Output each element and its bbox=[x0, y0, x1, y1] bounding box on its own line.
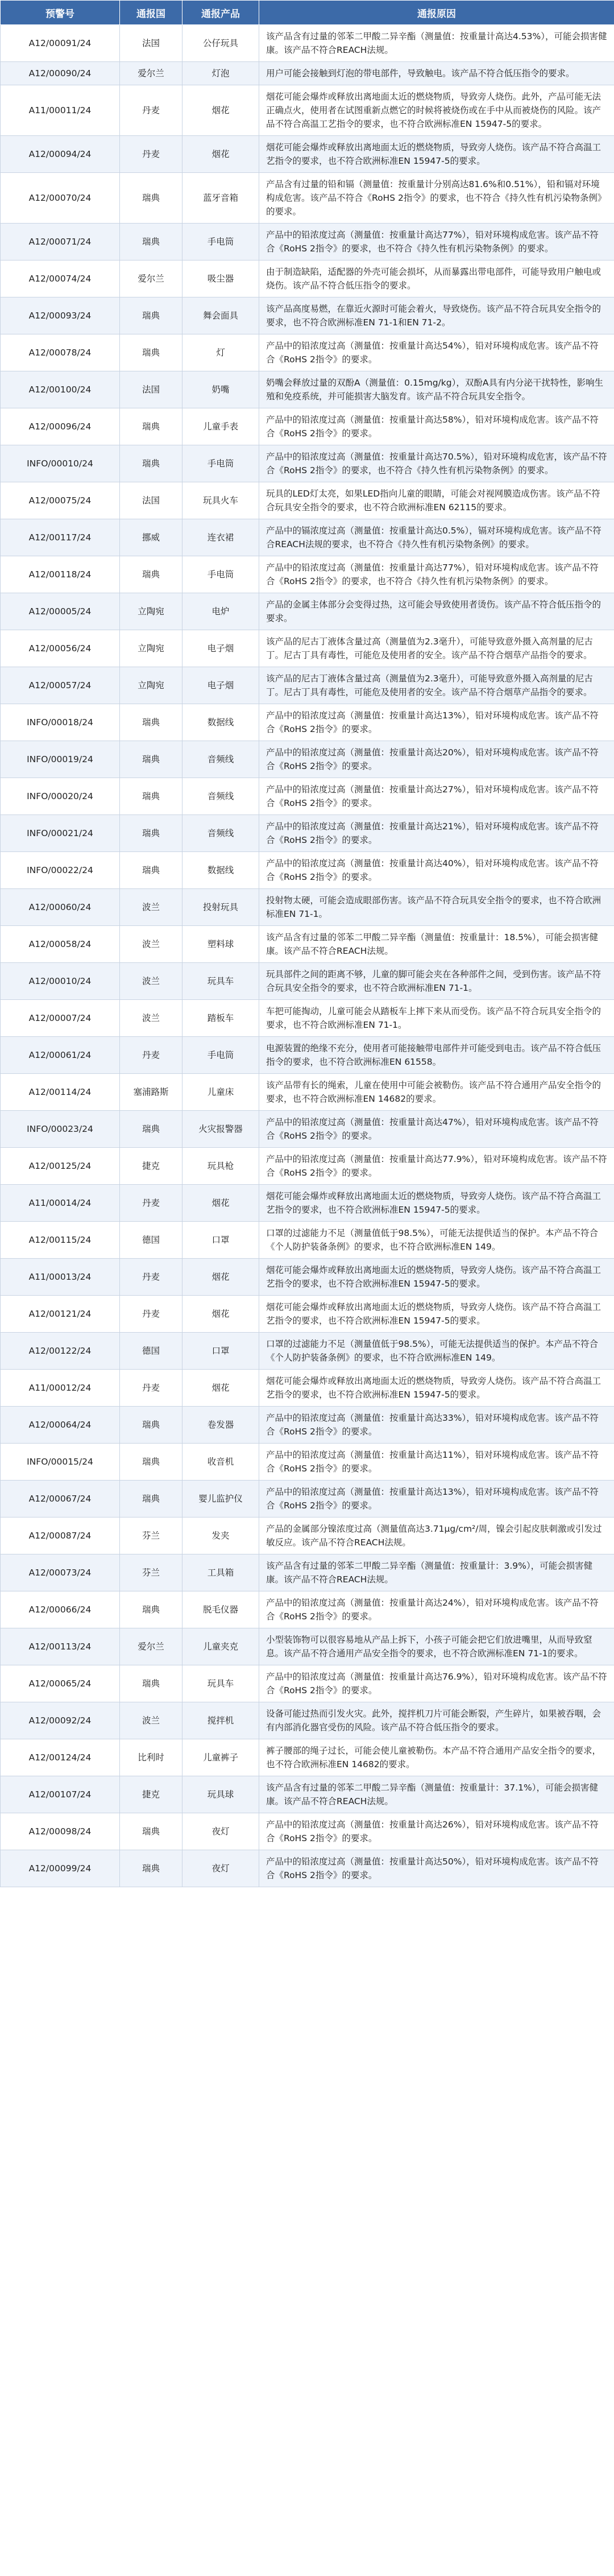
cell-reason: 产品中的铅浓度过高（测量值：按重量计高达77%），铅对环境构成危害。该产品不符合《RoHS 2指令》的要求，也不符合《持久性有机污染物条例》的要求。 bbox=[259, 224, 614, 261]
table-row bbox=[1, 1591, 614, 1628]
cell-alert-number: A12/00093/24 bbox=[1, 297, 120, 334]
cell-reason: 产品中的镉浓度过高（测量值：按重量计高达0.5%），镉对环境构成危害。该产品不符合REACH法规的要求，也不符合《持久性有机污染物条例》的要求。 bbox=[259, 519, 614, 556]
cell-country: 丹麦 bbox=[120, 1037, 182, 1074]
cell-reason: 用户可能会接触到灯泡的带电部件，导致触电。该产品不符合低压指令的要求。 bbox=[259, 62, 614, 85]
table-row bbox=[1, 261, 614, 297]
table-row bbox=[1, 1407, 614, 1444]
cell-country: 比利时 bbox=[120, 1739, 182, 1776]
table-row bbox=[1, 445, 614, 482]
cell-country: 瑞典 bbox=[120, 1813, 182, 1850]
cell-alert-number: A12/00010/24 bbox=[1, 963, 120, 1000]
cell-country: 捷克 bbox=[120, 1148, 182, 1185]
cell-country: 芬兰 bbox=[120, 1554, 182, 1591]
cell-country: 德国 bbox=[120, 1333, 182, 1370]
cell-alert-number: A12/00066/24 bbox=[1, 1591, 120, 1628]
cell-country: 波兰 bbox=[120, 1702, 182, 1739]
cell-product: 玩具车 bbox=[182, 963, 259, 1000]
cell-product: 火灾报警器 bbox=[182, 1111, 259, 1148]
cell-product: 灯泡 bbox=[182, 62, 259, 85]
cell-country: 瑞典 bbox=[120, 815, 182, 852]
header-notifying-country: 通报国 bbox=[120, 1, 182, 25]
cell-alert-number: INFO/00019/24 bbox=[1, 741, 120, 778]
cell-alert-number: A12/00005/24 bbox=[1, 593, 120, 630]
cell-country: 瑞典 bbox=[120, 334, 182, 371]
cell-country: 瑞典 bbox=[120, 704, 182, 741]
cell-reason: 该产品含有过量的邻苯二甲酸二异辛酯（测量值：按重量计：37.1%），可能会损害健康。该产品不符合REACH法规。 bbox=[259, 1776, 614, 1813]
table-header bbox=[1, 1, 614, 25]
cell-country: 塞浦路斯 bbox=[120, 1074, 182, 1111]
cell-country: 波兰 bbox=[120, 889, 182, 926]
cell-country: 瑞典 bbox=[120, 1111, 182, 1148]
cell-alert-number: A12/00091/24 bbox=[1, 25, 120, 62]
cell-reason: 该产品带有长的绳索，儿童在使用中可能会被勒伤。该产品不符合通用产品安全指令的要求，也不符合欧洲标准EN 14682的要求。 bbox=[259, 1074, 614, 1111]
cell-country: 瑞典 bbox=[120, 297, 182, 334]
cell-product: 卷发器 bbox=[182, 1407, 259, 1444]
cell-reason: 产品中的铅浓度过高（测量值：按重量计高达33%），铅对环境构成危害。该产品不符合《RoHS 2指令》的要求。 bbox=[259, 1407, 614, 1444]
header-alert-number: 预警号 bbox=[1, 1, 120, 25]
cell-product: 搅拌机 bbox=[182, 1702, 259, 1739]
table-row bbox=[1, 1850, 614, 1887]
cell-alert-number: A12/00099/24 bbox=[1, 1850, 120, 1887]
cell-country: 瑞典 bbox=[120, 445, 182, 482]
cell-product: 发夹 bbox=[182, 1518, 259, 1554]
cell-alert-number: A12/00065/24 bbox=[1, 1665, 120, 1702]
cell-product: 电子烟 bbox=[182, 667, 259, 704]
cell-reason: 产品中的铅浓度过高（测量值：按重量计高达20%），铅对环境构成危害。该产品不符合《RoHS 2指令》的要求。 bbox=[259, 741, 614, 778]
cell-country: 挪威 bbox=[120, 519, 182, 556]
cell-alert-number: A12/00118/24 bbox=[1, 556, 120, 593]
cell-alert-number: A12/00113/24 bbox=[1, 1628, 120, 1665]
cell-alert-number: A12/00115/24 bbox=[1, 1222, 120, 1259]
cell-country: 瑞典 bbox=[120, 556, 182, 593]
cell-reason: 烟花可能会爆炸或释放出离地面太近的燃烧物质，导致旁人烧伤。该产品不符合高温工艺指令的要求，也不符合欧洲标准EN 15947-5的要求。 bbox=[259, 136, 614, 173]
cell-country: 瑞典 bbox=[120, 778, 182, 815]
table-row bbox=[1, 85, 614, 136]
cell-alert-number: A12/00067/24 bbox=[1, 1481, 120, 1518]
table-row bbox=[1, 519, 614, 556]
cell-country: 瑞典 bbox=[120, 173, 182, 224]
cell-product: 数据线 bbox=[182, 852, 259, 889]
cell-product: 口罩 bbox=[182, 1333, 259, 1370]
table-row bbox=[1, 889, 614, 926]
cell-alert-number: A12/00056/24 bbox=[1, 630, 120, 667]
cell-product: 脱毛仪器 bbox=[182, 1591, 259, 1628]
cell-reason: 产品中的铅浓度过高（测量值：按重量计高达54%），铅对环境构成危害。该产品不符合《RoHS 2指令》的要求。 bbox=[259, 334, 614, 371]
table-row bbox=[1, 1333, 614, 1370]
cell-reason: 该产品的尼古丁液体含量过高（测量值为2.3毫升），可能导致意外摄入高剂量的尼古丁。尼古丁具有毒性，可能危及使用者的安全。该产品不符合烟草产品指令的要求。 bbox=[259, 667, 614, 704]
cell-product: 婴儿监护仪 bbox=[182, 1481, 259, 1518]
cell-reason: 口罩的过滤能力不足（测量值低于98.5%），可能无法提供适当的保护。本产品不符合《个人防护装备条例》的要求，也不符合欧洲标准EN 149。 bbox=[259, 1222, 614, 1259]
cell-product: 舞会面具 bbox=[182, 297, 259, 334]
table-row bbox=[1, 1296, 614, 1333]
cell-product: 蓝牙音箱 bbox=[182, 173, 259, 224]
cell-alert-number: A12/00060/24 bbox=[1, 889, 120, 926]
table-row bbox=[1, 926, 614, 963]
cell-country: 立陶宛 bbox=[120, 593, 182, 630]
cell-reason: 产品含有过量的铅和镉（测量值：按重量计分别高达81.6%和0.51%），铅和镉对环境构成危害。该产品不符合《RoHS 2指令》的要求，也不符合《持久性有机污染物条例》的要求。 bbox=[259, 173, 614, 224]
table-row bbox=[1, 1222, 614, 1259]
cell-product: 烟花 bbox=[182, 1296, 259, 1333]
cell-country: 法国 bbox=[120, 25, 182, 62]
cell-reason: 产品中的铅浓度过高（测量值：按重量计高达24%），铅对环境构成危害。该产品不符合《RoHS 2指令》的要求。 bbox=[259, 1591, 614, 1628]
cell-product: 投射玩具 bbox=[182, 889, 259, 926]
cell-country: 瑞典 bbox=[120, 1850, 182, 1887]
cell-product: 玩具车 bbox=[182, 1665, 259, 1702]
table-row bbox=[1, 1259, 614, 1296]
table-row bbox=[1, 1444, 614, 1481]
table-row bbox=[1, 371, 614, 408]
table-row bbox=[1, 173, 614, 224]
table-row bbox=[1, 704, 614, 741]
cell-country: 丹麦 bbox=[120, 1259, 182, 1296]
table-row bbox=[1, 1481, 614, 1518]
cell-product: 玩具球 bbox=[182, 1776, 259, 1813]
table-body bbox=[1, 25, 614, 1887]
cell-alert-number: A12/00064/24 bbox=[1, 1407, 120, 1444]
cell-product: 吸尘器 bbox=[182, 261, 259, 297]
cell-product: 夜灯 bbox=[182, 1850, 259, 1887]
cell-country: 瑞典 bbox=[120, 408, 182, 445]
cell-product: 玩具火车 bbox=[182, 482, 259, 519]
cell-reason: 车把可能掏动，儿童可能会从踏板车上摔下来从而受伤。该产品不符合玩具安全指令的要求，也不符合欧洲标准EN 71-1。 bbox=[259, 1000, 614, 1037]
cell-alert-number: A12/00096/24 bbox=[1, 408, 120, 445]
cell-country: 波兰 bbox=[120, 963, 182, 1000]
table-row bbox=[1, 1370, 614, 1407]
cell-country: 瑞典 bbox=[120, 1407, 182, 1444]
cell-country: 爱尔兰 bbox=[120, 62, 182, 85]
cell-product: 工具箱 bbox=[182, 1554, 259, 1591]
cell-alert-number: A12/00007/24 bbox=[1, 1000, 120, 1037]
cell-country: 法国 bbox=[120, 371, 182, 408]
table-row bbox=[1, 224, 614, 261]
cell-country: 波兰 bbox=[120, 1000, 182, 1037]
cell-country: 立陶宛 bbox=[120, 667, 182, 704]
cell-product: 夜灯 bbox=[182, 1813, 259, 1850]
cell-country: 波兰 bbox=[120, 926, 182, 963]
cell-country: 瑞典 bbox=[120, 1444, 182, 1481]
cell-alert-number: A12/00121/24 bbox=[1, 1296, 120, 1333]
cell-country: 瑞典 bbox=[120, 852, 182, 889]
cell-alert-number: A12/00061/24 bbox=[1, 1037, 120, 1074]
table-row bbox=[1, 741, 614, 778]
cell-alert-number: INFO/00015/24 bbox=[1, 1444, 120, 1481]
cell-product: 手电筒 bbox=[182, 1037, 259, 1074]
table-row bbox=[1, 1000, 614, 1037]
table-row bbox=[1, 1776, 614, 1813]
table-row bbox=[1, 136, 614, 173]
cell-alert-number: A12/00098/24 bbox=[1, 1813, 120, 1850]
table-row bbox=[1, 1628, 614, 1665]
cell-product: 烟花 bbox=[182, 1185, 259, 1222]
cell-country: 德国 bbox=[120, 1222, 182, 1259]
cell-alert-number: INFO/00010/24 bbox=[1, 445, 120, 482]
cell-alert-number: A11/00013/24 bbox=[1, 1259, 120, 1296]
cell-reason: 该产品高度易燃，在靠近火源时可能会着火，导致烧伤。该产品不符合玩具安全指令的要求，也不符合欧洲标准EN 71-1和EN 71-2。 bbox=[259, 297, 614, 334]
cell-country: 爱尔兰 bbox=[120, 261, 182, 297]
table-row bbox=[1, 1665, 614, 1702]
table-row bbox=[1, 1554, 614, 1591]
cell-product: 烟花 bbox=[182, 85, 259, 136]
table-row bbox=[1, 1111, 614, 1148]
cell-product: 儿童裤子 bbox=[182, 1739, 259, 1776]
cell-reason: 产品中的铅浓度过高（测量值：按重量计高达58%），铅对环境构成危害。该产品不符合《RoHS 2指令》的要求。 bbox=[259, 408, 614, 445]
cell-alert-number: A12/00117/24 bbox=[1, 519, 120, 556]
cell-reason: 烟花可能会爆炸或释放出离地面太近的燃烧物质，导致旁人烧伤。该产品不符合高温工艺指令的要求，也不符合欧洲标准EN 15947-5的要求。 bbox=[259, 1259, 614, 1296]
cell-reason: 产品中的铅浓度过高（测量值：按重量计高达13%），铅对环境构成危害。该产品不符合《RoHS 2指令》的要求。 bbox=[259, 1481, 614, 1518]
cell-reason: 产品中的铅浓度过高（测量值：按重量计高达13%），铅对环境构成危害。该产品不符合《RoHS 2指令》的要求。 bbox=[259, 704, 614, 741]
cell-product: 玩具枪 bbox=[182, 1148, 259, 1185]
table-row bbox=[1, 1739, 614, 1776]
cell-product: 音频线 bbox=[182, 815, 259, 852]
table-row bbox=[1, 408, 614, 445]
cell-reason: 奶嘴会释放过量的双酚A（测量值：0.15mg/kg），双酚A具有内分泌干扰特性，影响生殖和免疫系统，并可能损害大脑发育。该产品不符合玩具安全指令。 bbox=[259, 371, 614, 408]
table-row bbox=[1, 778, 614, 815]
cell-product: 音频线 bbox=[182, 778, 259, 815]
cell-product: 塑料球 bbox=[182, 926, 259, 963]
table-row bbox=[1, 963, 614, 1000]
cell-alert-number: A12/00057/24 bbox=[1, 667, 120, 704]
cell-alert-number: A12/00092/24 bbox=[1, 1702, 120, 1739]
cell-reason: 产品中的铅浓度过高（测量值：按重量计高达77%），铅对环境构成危害。该产品不符合《RoHS 2指令》的要求，也不符合《持久性有机污染物条例》的要求。 bbox=[259, 556, 614, 593]
cell-product: 电炉 bbox=[182, 593, 259, 630]
cell-product: 数据线 bbox=[182, 704, 259, 741]
cell-alert-number: INFO/00021/24 bbox=[1, 815, 120, 852]
table-row bbox=[1, 25, 614, 62]
cell-product: 烟花 bbox=[182, 1259, 259, 1296]
table-row bbox=[1, 593, 614, 630]
cell-alert-number: INFO/00023/24 bbox=[1, 1111, 120, 1148]
table-row bbox=[1, 1518, 614, 1554]
cell-reason: 由于制造缺陷，适配器的外壳可能会损坏，从而暴露出带电部件，可能导致用户触电或烧伤。该产品不符合低压指令的要求。 bbox=[259, 261, 614, 297]
cell-country: 丹麦 bbox=[120, 85, 182, 136]
cell-product: 收音机 bbox=[182, 1444, 259, 1481]
table-row bbox=[1, 667, 614, 704]
table-row bbox=[1, 334, 614, 371]
cell-alert-number: A12/00071/24 bbox=[1, 224, 120, 261]
cell-reason: 该产品含有过量的邻苯二甲酸二异辛酯（测量值：按重量计：18.5%），可能会损害健康。该产品不符合REACH法规。 bbox=[259, 926, 614, 963]
cell-alert-number: A11/00012/24 bbox=[1, 1370, 120, 1407]
cell-reason: 产品的金属部分镍浓度过高（测量值高达3.71μg/cm²/周，镍会引起皮肤刺激或引发过敏反应。该产品不符合REACH法规。 bbox=[259, 1518, 614, 1554]
cell-country: 瑞典 bbox=[120, 1481, 182, 1518]
cell-country: 瑞典 bbox=[120, 741, 182, 778]
cell-reason: 产品中的铅浓度过高（测量值：按重量计高达21%），铅对环境构成危害。该产品不符合《RoHS 2指令》的要求。 bbox=[259, 815, 614, 852]
cell-reason: 小型装饰物可以很容易地从产品上拆下，小孩子可能会把它们放进嘴里，从而导致窒息。该产品不符合通用产品安全指令的要求，也不符合欧洲标准EN 71-1的要求。 bbox=[259, 1628, 614, 1665]
table-row bbox=[1, 1037, 614, 1074]
cell-reason: 产品中的铅浓度过高（测量值：按重量计高达47%），铅对环境构成危害。该产品不符合《RoHS 2指令》的要求。 bbox=[259, 1111, 614, 1148]
header-product: 通报产品 bbox=[182, 1, 259, 25]
cell-product: 口罩 bbox=[182, 1222, 259, 1259]
cell-product: 奶嘴 bbox=[182, 371, 259, 408]
cell-product: 儿童夹克 bbox=[182, 1628, 259, 1665]
cell-alert-number: A12/00087/24 bbox=[1, 1518, 120, 1554]
cell-reason: 产品中的铅浓度过高（测量值：按重量计高达77.9%），铅对环境构成危害。该产品不符合《RoHS 2指令》的要求。 bbox=[259, 1148, 614, 1185]
cell-reason: 产品中的铅浓度过高（测量值：按重量计高达26%），铅对环境构成危害。该产品不符合《RoHS 2指令》的要求。 bbox=[259, 1813, 614, 1850]
header-reason: 通报原因 bbox=[259, 1, 614, 25]
table-row bbox=[1, 1702, 614, 1739]
table-row bbox=[1, 556, 614, 593]
table-row bbox=[1, 815, 614, 852]
cell-reason: 产品的金属主体部分会变得过热，这可能会导致使用者烫伤。该产品不符合低压指令的要求。 bbox=[259, 593, 614, 630]
cell-reason: 产品中的铅浓度过高（测量值：按重量计高达76.9%），铅对环境构成危害。该产品不符合《RoHS 2指令》的要求。 bbox=[259, 1665, 614, 1702]
cell-reason: 口罩的过滤能力不足（测量值低于98.5%），可能无法提供适当的保护。本产品不符合《个人防护装备条例》的要求，也不符合欧洲标准EN 149。 bbox=[259, 1333, 614, 1370]
cell-country: 瑞典 bbox=[120, 1591, 182, 1628]
cell-alert-number: A11/00011/24 bbox=[1, 85, 120, 136]
header-row bbox=[1, 1, 614, 25]
table-row bbox=[1, 630, 614, 667]
cell-product: 音频线 bbox=[182, 741, 259, 778]
cell-reason: 裤子腰部的绳子过长，可能会使儿童被勒伤。本产品不符合通用产品安全指令的要求，也不符合欧洲标准EN 14682的要求。 bbox=[259, 1739, 614, 1776]
cell-product: 灯 bbox=[182, 334, 259, 371]
cell-reason: 该产品含有过量的邻苯二甲酸二异辛酯（测量值：按重量计高达4.53%），可能会损害健康。该产品不符合REACH法规。 bbox=[259, 25, 614, 62]
table-row bbox=[1, 1185, 614, 1222]
cell-reason: 产品中的铅浓度过高（测量值：按重量计高达27%），铅对环境构成危害。该产品不符合《RoHS 2指令》的要求。 bbox=[259, 778, 614, 815]
cell-product: 手电筒 bbox=[182, 556, 259, 593]
cell-product: 踏板车 bbox=[182, 1000, 259, 1037]
cell-alert-number: A12/00073/24 bbox=[1, 1554, 120, 1591]
cell-reason: 产品中的铅浓度过高（测量值：按重量计高达70.5%），铅对环境构成危害，该产品不符合《RoHS 2指令》的要求，也不符合《持久性有机污染物条例》的要求。 bbox=[259, 445, 614, 482]
cell-country: 爱尔兰 bbox=[120, 1628, 182, 1665]
cell-product: 公仔玩具 bbox=[182, 25, 259, 62]
cell-alert-number: A11/00014/24 bbox=[1, 1185, 120, 1222]
cell-country: 丹麦 bbox=[120, 136, 182, 173]
cell-reason: 产品中的铅浓度过高（测量值：按重量计高达40%），铅对环境构成危害。该产品不符合《RoHS 2指令》的要求。 bbox=[259, 852, 614, 889]
cell-product: 连衣裙 bbox=[182, 519, 259, 556]
cell-reason: 投射物太硬，可能会造成眼部伤害。该产品不符合玩具安全指令的要求，也不符合欧洲标准EN 71-1。 bbox=[259, 889, 614, 926]
cell-country: 芬兰 bbox=[120, 1518, 182, 1554]
cell-reason: 该产品的尼古丁液体含量过高（测量值为2.3毫升），可能导致意外摄入高剂量的尼古丁。尼古丁具有毒性，可能危及使用者的安全。该产品不符合烟草产品指令的要求。 bbox=[259, 630, 614, 667]
cell-country: 丹麦 bbox=[120, 1296, 182, 1333]
cell-alert-number: A12/00100/24 bbox=[1, 371, 120, 408]
cell-reason: 玩具部件之间的距离不够，儿童的脚可能会夹在各种部件之间，受到伤害。该产品不符合玩具安全指令的要求，也不符合欧洲标准EN 71-1。 bbox=[259, 963, 614, 1000]
cell-product: 儿童床 bbox=[182, 1074, 259, 1111]
cell-product: 儿童手表 bbox=[182, 408, 259, 445]
table-row bbox=[1, 62, 614, 85]
cell-alert-number: INFO/00018/24 bbox=[1, 704, 120, 741]
cell-alert-number: INFO/00022/24 bbox=[1, 852, 120, 889]
cell-reason: 电源装置的绝缘不充分，使用者可能接触带电部件并可能受到电击。该产品不符合低压指令的要求，也不符合欧洲标准EN 61558。 bbox=[259, 1037, 614, 1074]
cell-alert-number: A12/00074/24 bbox=[1, 261, 120, 297]
cell-product: 烟花 bbox=[182, 1370, 259, 1407]
cell-alert-number: A12/00107/24 bbox=[1, 1776, 120, 1813]
cell-country: 捷克 bbox=[120, 1776, 182, 1813]
table-row bbox=[1, 482, 614, 519]
cell-country: 丹麦 bbox=[120, 1370, 182, 1407]
cell-reason: 产品中的铅浓度过高（测量值：按重量计高达11%），铅对环境构成危害。该产品不符合《RoHS 2指令》的要求。 bbox=[259, 1444, 614, 1481]
cell-product: 手电筒 bbox=[182, 224, 259, 261]
cell-alert-number: A12/00114/24 bbox=[1, 1074, 120, 1111]
cell-country: 立陶宛 bbox=[120, 630, 182, 667]
table-row bbox=[1, 852, 614, 889]
cell-country: 法国 bbox=[120, 482, 182, 519]
cell-alert-number: A12/00070/24 bbox=[1, 173, 120, 224]
cell-product: 烟花 bbox=[182, 136, 259, 173]
cell-product: 电子烟 bbox=[182, 630, 259, 667]
table-row bbox=[1, 1074, 614, 1111]
cell-reason: 产品中的铅浓度过高（测量值：按重量计高达50%），铅对环境构成危害。该产品不符合《RoHS 2指令》的要求。 bbox=[259, 1850, 614, 1887]
cell-country: 瑞典 bbox=[120, 1665, 182, 1702]
cell-country: 瑞典 bbox=[120, 224, 182, 261]
cell-alert-number: INFO/00020/24 bbox=[1, 778, 120, 815]
cell-alert-number: A12/00124/24 bbox=[1, 1739, 120, 1776]
cell-alert-number: A12/00090/24 bbox=[1, 62, 120, 85]
cell-reason: 玩具的LED灯太亮，如果LED指向儿童的眼睛，可能会对视网膜造成伤害。该产品不符合玩具安全指令的要求，也不符合欧洲标准EN 62115的要求。 bbox=[259, 482, 614, 519]
cell-reason: 烟花可能会爆炸或释放出离地面太近的燃烧物质，导致旁人烧伤。该产品不符合高温工艺指令的要求，也不符合欧洲标准EN 15947-5的要求。 bbox=[259, 1296, 614, 1333]
cell-alert-number: A12/00075/24 bbox=[1, 482, 120, 519]
table-row bbox=[1, 297, 614, 334]
cell-reason: 该产品含有过量的邻苯二甲酸二异辛酯（测量值：按重量计：3.9%），可能会损害健康。该产品不符合REACH法规。 bbox=[259, 1554, 614, 1591]
cell-alert-number: A12/00122/24 bbox=[1, 1333, 120, 1370]
cell-alert-number: A12/00094/24 bbox=[1, 136, 120, 173]
cell-reason: 烟花可能会爆炸或释放出离地面太近的燃烧物质，导致旁人烧伤。该产品不符合高温工艺指令的要求，也不符合欧洲标准EN 15947-5的要求。 bbox=[259, 1370, 614, 1407]
cell-reason: 烟花可能会爆炸或释放出离地面太近的燃烧物质，导致旁人烧伤。该产品不符合高温工艺指令的要求，也不符合欧洲标准EN 15947-5的要求。 bbox=[259, 1185, 614, 1222]
cell-product: 手电筒 bbox=[182, 445, 259, 482]
table-row bbox=[1, 1813, 614, 1850]
cell-country: 丹麦 bbox=[120, 1185, 182, 1222]
cell-alert-number: A12/00078/24 bbox=[1, 334, 120, 371]
cell-reason: 设备可能过热而引发火灾。此外，搅拌机刀片可能会断裂，产生碎片，如果被吞咽，会有内部消化器官受伤的风险。该产品不符合低压指令的要求。 bbox=[259, 1702, 614, 1739]
cell-reason: 烟花可能会爆炸或释放出离地面太近的燃烧物质，导致旁人烧伤。此外，产品可能无法正确点火，使用者在试图重新点燃它的时候将被烧伤或在手中从而被烧伤的风险。该产品不符合高温工艺指令的要求，也不符合欧洲标准EN 15947-5的要求。 bbox=[259, 85, 614, 136]
cell-alert-number: A12/00125/24 bbox=[1, 1148, 120, 1185]
cell-alert-number: A12/00058/24 bbox=[1, 926, 120, 963]
table-row bbox=[1, 1148, 614, 1185]
